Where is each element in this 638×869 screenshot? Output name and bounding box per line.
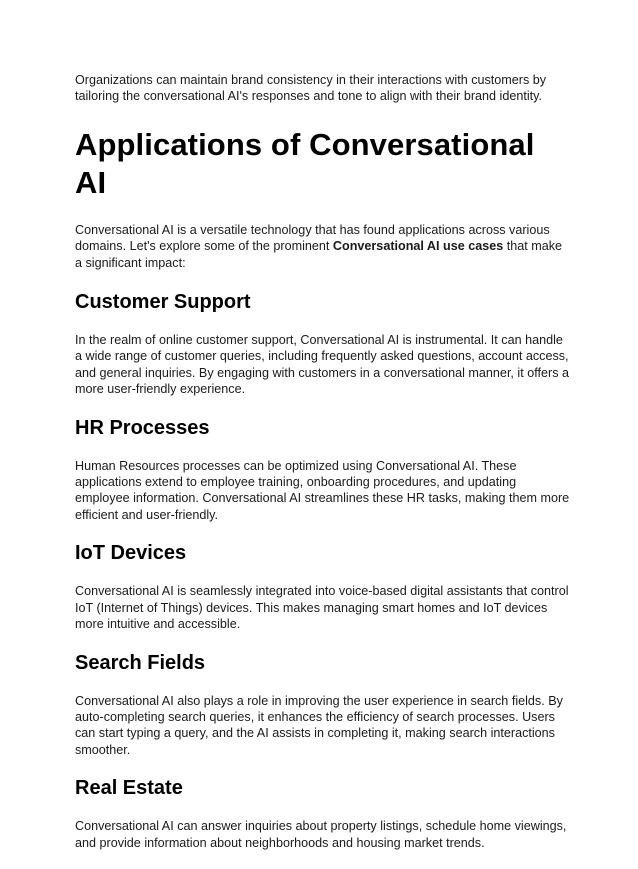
section-body: Conversational AI can answer inquiries about property listings, schedule home viewings, and provide information about neighborhoods and housing market trends. <box>75 819 567 850</box>
document-page <box>75 72 570 869</box>
intro-paragraph <box>75 222 570 271</box>
lead-paragraph: Organizations can maintain brand consistency in their interactions with customers by tailoring the conversational AI's responses and tone to align with their brand identity. <box>75 73 547 104</box>
section-hr-processes <box>75 416 570 524</box>
main-heading: Applications of Conversational AI <box>75 126 535 200</box>
section-heading: Real Estate <box>75 777 183 800</box>
intro-bold-link-text: Conversational AI use cases <box>332 239 504 254</box>
section-heading: IoT Devices <box>75 542 187 565</box>
section-heading: Search Fields <box>75 651 206 674</box>
section-body: Human Resources processes can be optimized using Conversational AI. These applications extend to employee training, onboarding procedures, and updating employee information. Conversational AI streamlines these HR tasks, making them more efficient and user-friendly. <box>75 458 570 522</box>
section-body: Conversational AI is seamlessly integrated into voice-based digital assistants that control IoT (Internet of Things) devices. This makes managing smart homes and IoT devices more intuitive and accessible. <box>75 584 569 632</box>
section-search-fields <box>75 651 570 759</box>
section-heading: Customer Support <box>75 291 251 314</box>
section-real-estate <box>75 776 570 851</box>
intro-text-before: Conversational AI is a versatile technology that has found applications across various domains. Let's explore some of the prominent <box>75 222 550 254</box>
intro-text-after: that make a significant impact: <box>75 239 563 270</box>
section-body: In the realm of online customer support, Conversational AI is instrumental. It can handle a wide range of customer queries, including frequently asked questions, account access, and general inquiries. By engaging with customers in a conversational manner, it offers a more user-friendly experience. <box>75 333 570 397</box>
section-customer-support <box>75 290 570 398</box>
section-heading: HR Processes <box>75 416 210 439</box>
section-body: Conversational AI also plays a role in improving the user experience in search fields. By auto-completing search queries, it enhances the efficiency of search processes. Users can start typing a query, and the AI assists in completing it, making search interactions smoother. <box>75 693 563 757</box>
section-iot-devices <box>75 541 570 632</box>
